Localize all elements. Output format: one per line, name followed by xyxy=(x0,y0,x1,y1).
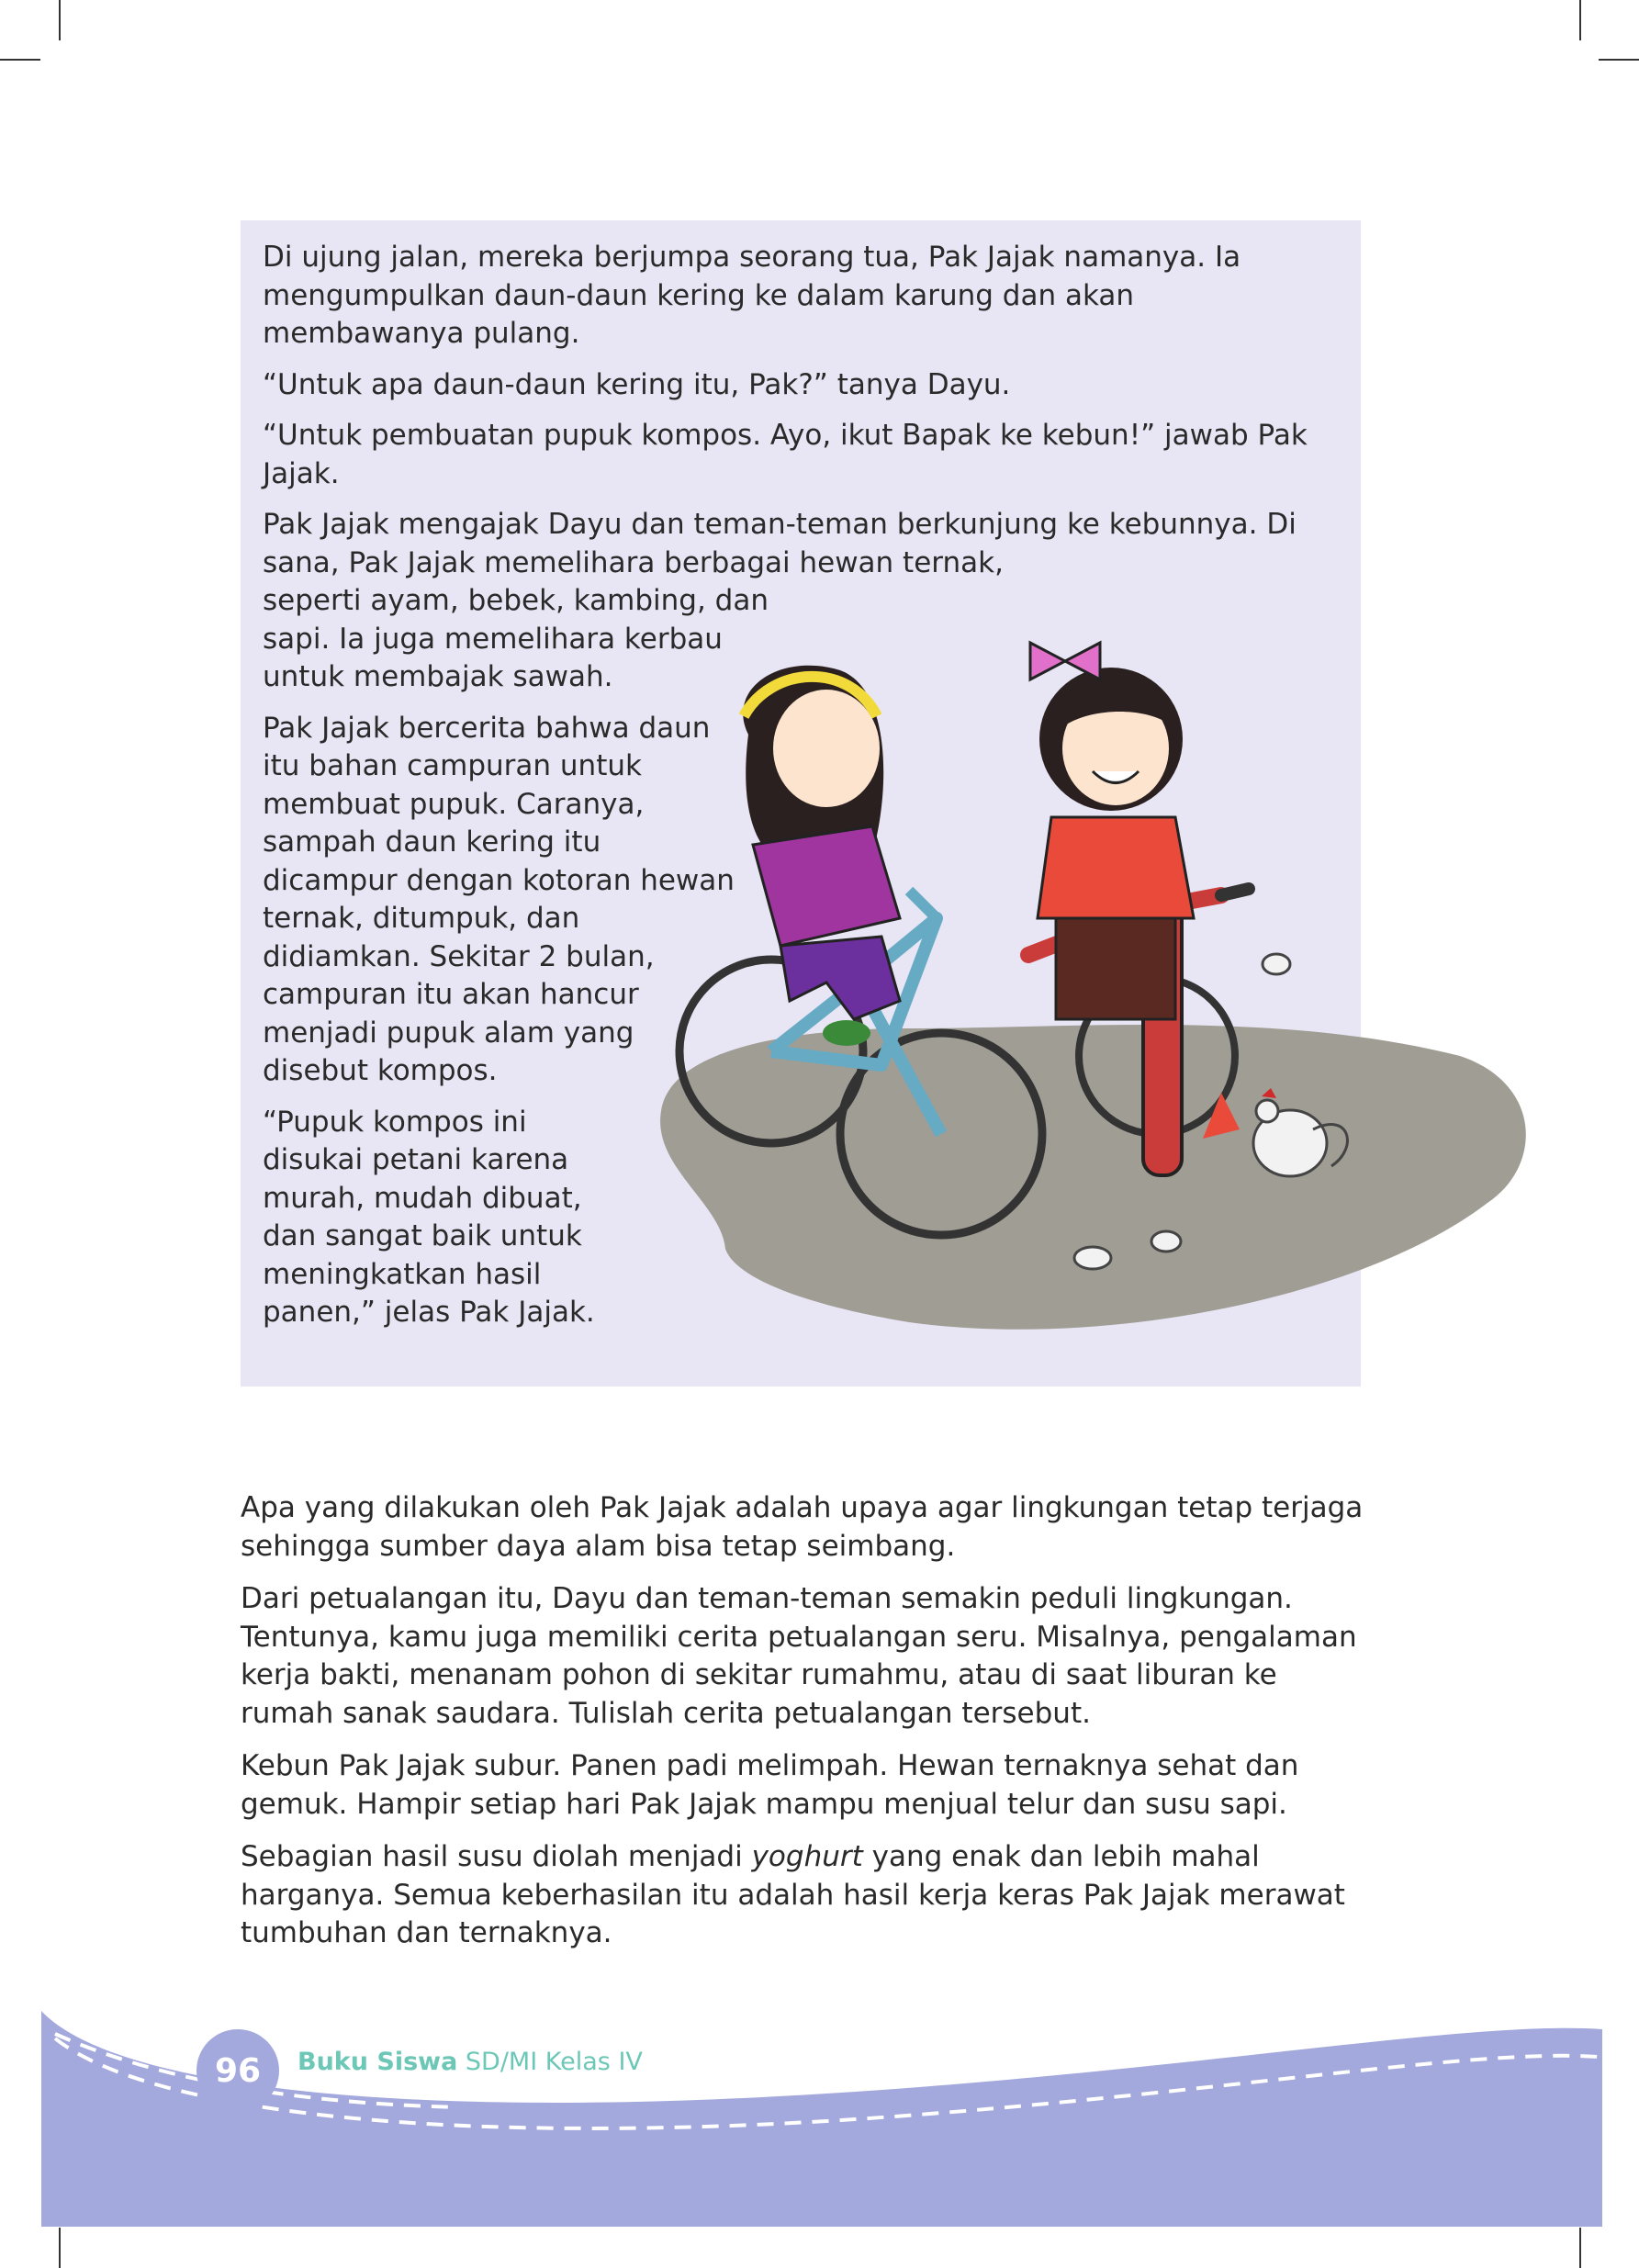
book-title-bold: Buku Siswa xyxy=(297,2048,458,2076)
body-text xyxy=(241,1489,1370,1968)
body-paragraph-3: Kebun Pak Jajak subur. Panen padi melimpah. Hewan ternaknya sehat dan gemuk. Hampir setiap hari Pak Jajak mampu menjual telur dan susu sapi. xyxy=(241,1749,1299,1821)
story-paragraph-6: “Pupuk kompos ini disukai petani karena murah, mudah dibuat, dan sangat baik untuk meningkatkan hasil panen,” jelas Pak Jajak. xyxy=(263,1105,595,1329)
crop-mark xyxy=(1579,0,1581,40)
story-paragraph-1: Di ujung jalan, mereka berjumpa seorang tua, Pak Jajak namanya. Ia mengumpulkan daun-daun kering ke dalam karung dan akan membawanya pulang. xyxy=(263,241,1241,350)
body-paragraph-4-end: yang enak dan lebih mahal harganya. Semua keberhasilan itu adalah hasil kerja keras Pak Jajak merawat tumbuhan dan ternaknya. xyxy=(241,1840,1345,1949)
story-paragraph-3: “Untuk pembuatan pupuk kompos. Ayo, ikut Bapak ke kebun!” jawab Pak Jajak. xyxy=(263,419,1308,490)
page-number: 96 xyxy=(196,2029,279,2112)
body-paragraph-1: Apa yang dilakukan oleh Pak Jajak adalah upaya agar lingkungan tetap terjaga sehingga sumber daya alam bisa tetap seimbang. xyxy=(241,1491,1364,1563)
body-paragraph-4-start: Sebagian hasil susu diolah menjadi xyxy=(241,1840,752,1873)
story-paragraph-4 xyxy=(263,506,1328,582)
story-paragraph-4-line-1: Pak Jajak mengajak Dayu dan teman-teman berkunjung ke kebunnya. Di sana, Pak Jajak memelihara berbagai hewan ternak, xyxy=(263,508,1297,579)
story-paragraph-5: Pak Jajak bercerita bahwa daun itu bahan campuran untuk membuat pupuk. Caranya, sampah daun kering itu dicampur dengan kotoran hewan ternak, ditumpuk, dan didiamkan. Sekitar 2 bulan, campuran itu akan hancur menjadi pupuk alam yang disebut kompos. xyxy=(263,711,735,1087)
body-paragraph-4 xyxy=(241,1838,1370,1953)
footer-band xyxy=(0,1983,1639,2268)
story-paragraph-2: “Untuk apa daun-daun kering itu, Pak?” tanya Dayu. xyxy=(263,367,1011,401)
crop-mark xyxy=(1599,59,1639,61)
book-title xyxy=(297,2048,643,2076)
body-paragraph-4-italic: yoghurt xyxy=(751,1840,863,1873)
crop-mark xyxy=(0,59,40,61)
body-paragraph-2: Dari petualangan itu, Dayu dan teman-teman semakin peduli lingkungan. Tentunya, kamu juga memiliki cerita petualangan seru. Misalnya, pengalaman kerja bakti, menanam pohon di sekitar rumahmu, atau di saat liburan ke rumah sanak saudara. Tulislah cerita petualangan tersebut. xyxy=(241,1582,1357,1730)
story-text xyxy=(263,239,1328,1345)
story-paragraph-4-continued: seperti ayam, bebek, kambing, dan sapi. Ia juga memelihara kerbau untuk membajak sawah. xyxy=(263,584,769,693)
book-title-rest: SD/MI Kelas IV xyxy=(457,2048,643,2076)
crop-mark xyxy=(59,0,61,40)
